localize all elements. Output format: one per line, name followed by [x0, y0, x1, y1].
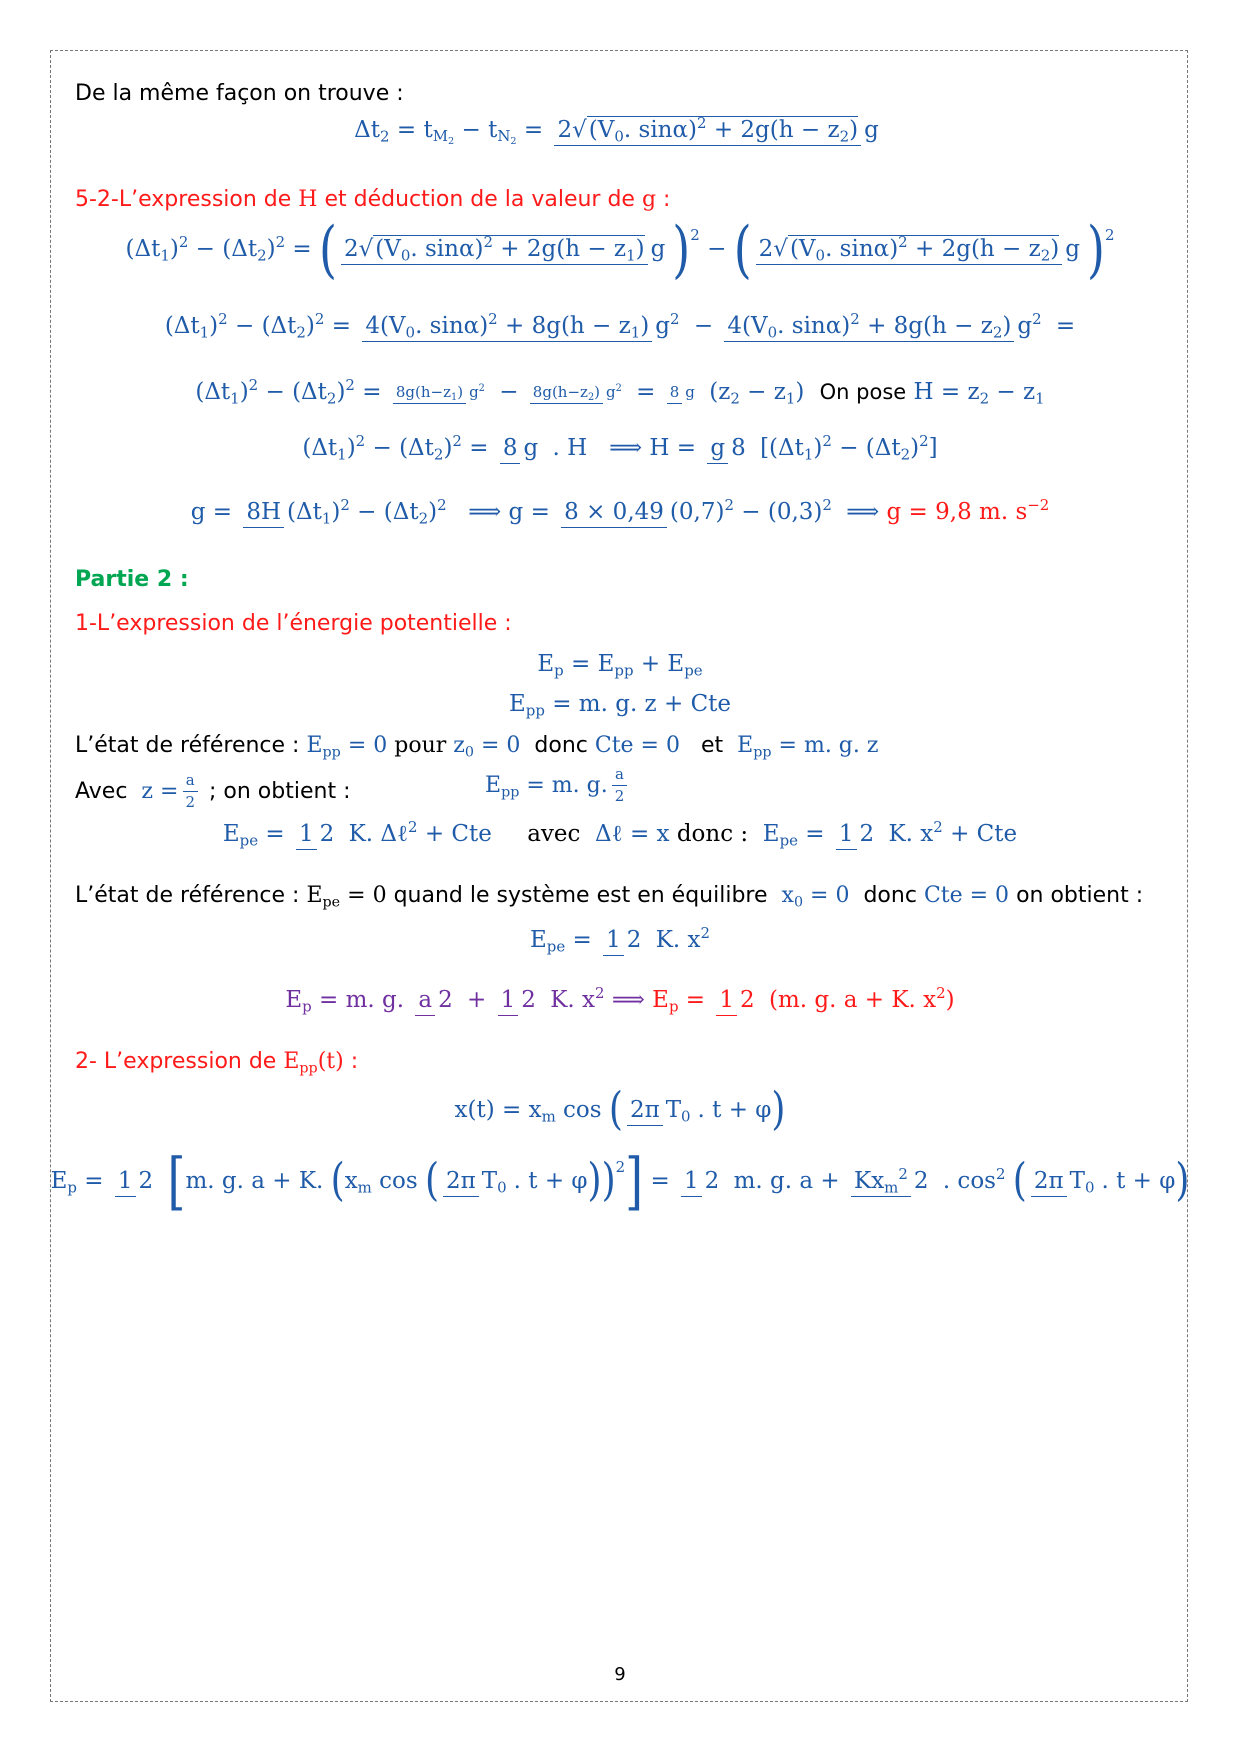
equation-diff-squares-3: $(\Delta t_1)^2 - (\Delta t_2)^2 = 8g(h-z_1) g^2 - 8g(h-z_2) g^2 = 8$ g $(z_2 - z_1)$ On pose $H = z_2 - z_1$ [195, 376, 1045, 408]
equation-H: $(\Delta t_1)^2 - (\Delta t_2)^2 = 8$ g . H ⟹ H = g 8 $[(\Delta t_1)^2 - (\Delta t_2)^2]$ [302, 432, 938, 464]
equation-x-t: $x(t) = x_m$ cos ( 2π $T_0$ . t + φ) [454, 1083, 786, 1135]
equation-delta-t2: $\Delta t_2 = t_{M_2} - t_{N_2} = 2√(V_0$. $\sin\alpha)^2 + 2g(h - z_2)$ g [354, 113, 879, 148]
intro-text: De la même façon on trouve : [75, 81, 404, 106]
etat-reference-2: L’état de référence : $E_{pe} = 0$ quand le système est en équilibre $x_0 = 0$ donc Cte = 0 on obtient : [75, 883, 1144, 911]
equation-Epp-a2: $E_{pp} = m$. g. $\frac{a}{2}$ [485, 766, 631, 806]
equation-diff-squares-1: $(\Delta t_1)^2 - (\Delta t_2)^2$ = ( $2√(V_0$. $\sin\alpha)^2 + 2g(h - z_1)$ g )2 − ( $2√(V_0$. $\sin\alpha)^2 + 2g(h - z_2)$ g )2 [125, 212, 1115, 286]
section-1-title: 1-L’expression de l’énergie potentielle : [75, 611, 512, 636]
equation-Epp: $E_{pp} = m$. g. z + Cte [508, 691, 732, 720]
equation-g-value: g = 8H $(\Delta t_1)^2 - (\Delta t_2)^2$ ⟹ g = 8 × 0,49 $(0,7)^2 - (0,3)^2$ ⟹ g = 9,8 m. $s^{-2}$ [190, 495, 1050, 528]
section-2-title: 2- L’expression de $E_{pp}(t)$ : [75, 1049, 359, 1077]
equation-diff-squares-2: $(\Delta t_1)^2 - (\Delta t_2)^2 = 4(V_0$. $\sin\alpha)^2 + 8g(h - z_1)$ $g^2 - 4(V_0$. $\sin\alpha)^2 + 8g(h - z_2)$ $g^2$ = [164, 309, 1076, 342]
equation-Ep-t: $E_p = 1$ 2 [m. g. a + K. ($x_m$ cos ( 2π $T_0$ . t + φ))2] = 1 2 m. g. $a + Kx_m^2$ 2 . $\cos^2$ ( 2π $T_0$ . t + φ) [50, 1144, 1190, 1218]
equation-Epe: $E_{pe} = 1$ 2 K. $x^2$ [530, 924, 710, 956]
equation-Epe-general: $E_{pe} = 1$ 2 K. Δℓ$^2$ + Cte avec Δℓ = x donc : $E_{pe} = 1$ 2 K. $x^2$ + Cte [222, 818, 1018, 850]
page-border [50, 50, 1188, 1702]
result-g: g = 9,8 m. $s^{-2}$ [886, 496, 1050, 525]
section-5-2-title: 5-2-L’expression de H et déduction de la valeur de g : [75, 187, 671, 212]
equation-Ep-sum: $E_p = E_{pp} + E_{pe}$ [537, 651, 703, 680]
etat-reference-1: L’état de référence : $E_{pp} = 0$ pour $z_0 = 0$ donc Cte = 0 et $E_{pp} = m$. g. z [75, 733, 879, 761]
equation-Ep-total: $E_p = m$. g. a 2 + 1 2 K. $x^2$ ⟹ $E_p = 1$ 2 (m. g. a + K. $x^2$) [285, 984, 955, 1016]
avec-z-line: Avec z = $\frac{a}{2}$ ; on obtient : [75, 771, 351, 812]
partie-2-title: Partie 2 : [75, 567, 189, 592]
page-number: 9 [614, 1664, 626, 1685]
